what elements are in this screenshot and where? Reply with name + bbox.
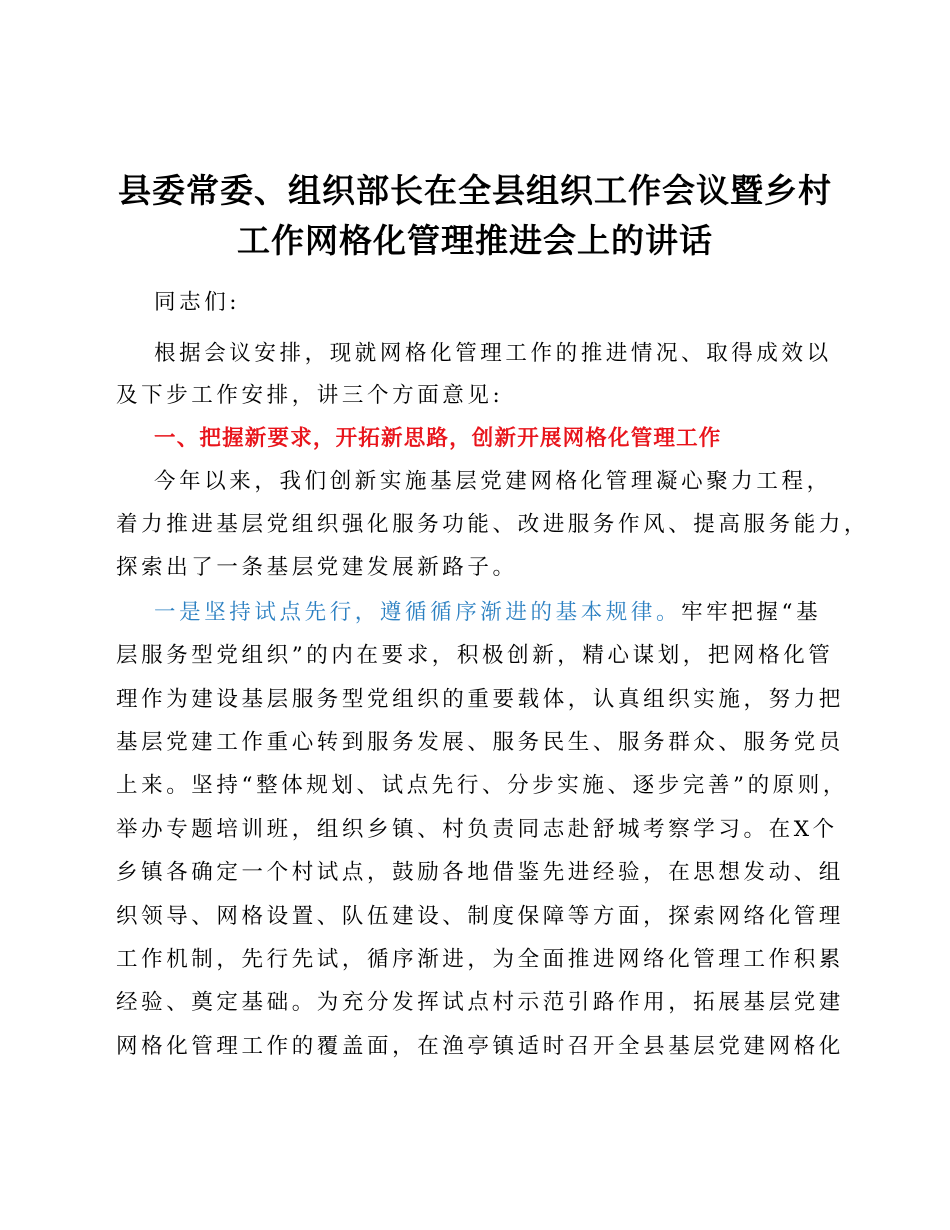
title-line-1: 县委常委、组织部长在全县组织工作会议暨乡村 <box>118 171 832 210</box>
paragraph-text: 牢牢把握“基 <box>681 600 822 625</box>
paragraph-line: 理作为建设基层服务型党组织的重要载体，认真组织实施，努力把 <box>116 687 844 712</box>
paragraph-line: 乡镇各确定一个村试点，鼓励各地借鉴先进经验，在思想发动、组 <box>116 860 844 885</box>
paragraph-line: 网格化管理工作的覆盖面，在渔亭镇适时召开全县基层党建网格化 <box>116 1034 844 1059</box>
paragraph-line: 工作机制，先行先试，循序渐进，为全面推进网络化管理工作积累 <box>116 947 844 972</box>
paragraph-line: 基层党建工作重心转到服务发展、服务民生、服务群众、服务党员 <box>116 730 844 755</box>
intro-line: 及下步工作安排，讲三个方面意见: <box>116 383 504 408</box>
intro-line: 根据会议安排，现就网格化管理工作的推进情况、取得成效以 <box>154 341 832 366</box>
paragraph-line: 经验、奠定基础。为充分发挥试点村示范引路作用，拓展基层党建 <box>116 990 844 1015</box>
point-heading-highlight: 一是坚持试点先行，遵循循序渐进的基本规律。 <box>154 600 682 625</box>
section-heading-1: 一、把握新要求，开拓新思路，创新开展网格化管理工作 <box>154 426 722 451</box>
paragraph-line: 举办专题培训班，组织乡镇、村负责同志赴舒城考察学习。在X个 <box>116 817 838 842</box>
paragraph-line: 织领导、网格设置、队伍建设、制度保障等方面，探索网络化管理 <box>116 904 844 929</box>
paragraph-line: 今年以来，我们创新实施基层党建网格化管理凝心聚力工程， <box>154 469 832 494</box>
document-title <box>0 166 950 266</box>
paragraph-line: 探索出了一条基层党建发展新路子。 <box>116 555 518 580</box>
salutation: 同志们: <box>154 290 241 315</box>
paragraph-line: 着力推进基层党组织强化服务功能、改进服务作风、提高服务能力， <box>116 512 870 537</box>
paragraph-line <box>154 598 821 628</box>
paragraph-line: 层服务型党组织”的内在要求，积极创新，精心谋划，把网格化管 <box>116 643 834 668</box>
title-line-2: 工作网格化管理推进会上的讲话 <box>237 221 713 260</box>
paragraph-line: 上来。坚持“整体规划、试点先行、分步实施、逐步完善”的原则， <box>116 773 848 798</box>
